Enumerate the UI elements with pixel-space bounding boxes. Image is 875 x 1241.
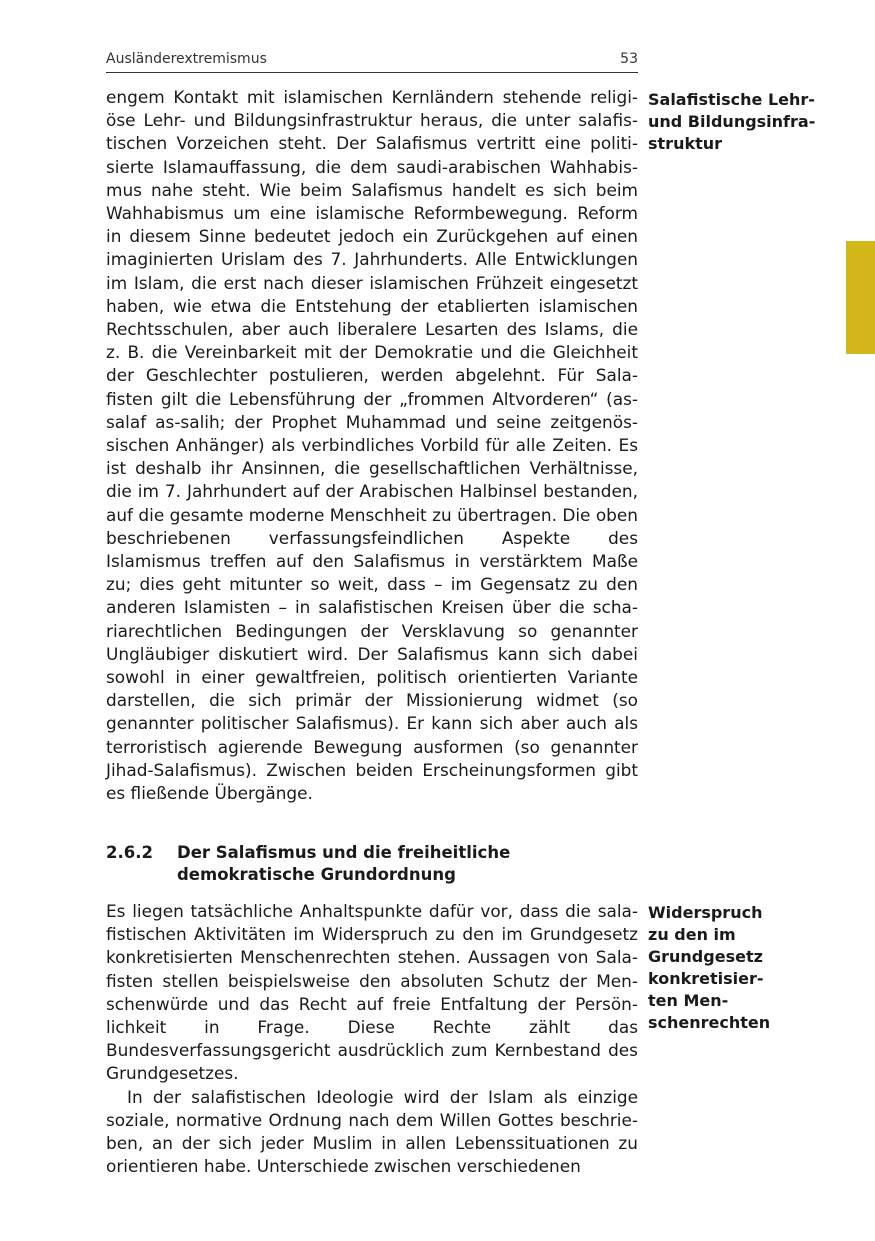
section-number: 2.6.2 <box>106 843 153 862</box>
margin-note-line: Salafistische Lehr- <box>648 90 815 109</box>
body-text-block-1 <box>106 86 638 805</box>
paragraph: Es liegen tatsächliche Anhaltspunkte dafür vor, dass die salafistischen Aktivitäten im Widerspruch zu den im Grundgesetz konkretisierten Menschenrechten stehen. Aussagen von Salafisten stellen beispielsweise den absoluten Schutz der Menschenwürde und das Recht auf freie Entfaltung der Persönlichkeit in Frage. Diese Rechte zählt das Bundesverfassungsgericht ausdrücklich zum Kernbestand des Grundgesetzes. <box>106 901 638 1084</box>
chapter-thumb-tab <box>846 241 875 354</box>
margin-note-line: Widerspruch <box>648 903 763 922</box>
body-text-block-2 <box>106 900 638 1178</box>
paragraph: In der salafistischen Ideologie wird der Islam als einzige soziale, normative Ordnung nach dem Willen Gottes beschrieben, an der sich jeder Muslim in allen Lebenssituationen zu orientieren habe. Unterschiede zwischen verschiedenen <box>106 1086 638 1177</box>
margin-note-human-rights <box>648 902 838 1034</box>
section-heading <box>106 842 638 886</box>
margin-note-line: Grundgesetz <box>648 947 763 966</box>
margin-note-line: struktur <box>648 134 723 153</box>
page-number: 53 <box>620 51 638 67</box>
margin-note-line: zu den im <box>648 925 736 944</box>
running-header <box>106 50 638 73</box>
section-title: Der Salafismus und die freiheitliche demokratische Grundordnung <box>177 843 511 884</box>
running-title: Ausländerextremismus <box>106 51 267 67</box>
margin-note-line: ten Men- <box>648 991 729 1010</box>
margin-note-line: schenrechten <box>648 1013 771 1032</box>
margin-note-line: und Bildungsinfra- <box>648 112 816 131</box>
margin-note-salafist-infrastructure <box>648 89 838 155</box>
paragraph: engem Kontakt mit islamischen Kernländern stehende religiöse Lehr- und Bildungsinfrastruktur heraus, die unter salafistischen Vorzeichen steht. Der Salafismus vertritt eine politisierte Islamauffassung, die dem saudi-arabischen Wahhabismus nahe steht. Wie beim Salafismus handelt es sich beim Wahhabismus um eine islamische Reformbewegung. Reform in diesem Sinne bedeutet jedoch ein Zurückgehen auf einen imaginierten Urislam des 7. Jahrhunderts. Alle Entwicklungen im Islam, die erst nach dieser islamischen Frühzeit eingesetzt haben, wie etwa die Entstehung der etablierten islamischen Rechtsschulen, aber auch liberalere Lesarten des Islams, die z. B. die Vereinbarkeit mit der Demokratie und die Gleichheit der Geschlechter postulieren, werden abgelehnt. Für Salafisten gilt die Lebensführung der „frommen Altvorderen“ (as-salaf as-salih; der Prophet Muhammad und seine zeitgenössischen Anhänger) als verbindliches Vorbild für alle Zeiten. Es ist deshalb ihr Ansinnen, die gesellschaftlichen Verhältnisse, die im 7. Jahrhundert auf der Arabischen Halbinsel bestanden, auf die gesamte moderne Menschheit zu übertragen. Die oben beschriebenen verfassungsfeindlichen Aspekte des Islamismus treffen auf den Salafismus in verstärktem Maße zu; dies geht mitunter so weit, dass – im Gegensatz zu den anderen Islamisten – in salafistischen Kreisen über die schariarechtlichen Bedingungen der Versklavung so genannter Ungläubiger diskutiert wird. Der Salafismus kann sich dabei sowohl in einer gewaltfreien, politisch orientierten Variante darstellen, die sich primär der Missionierung widmet (so genannter politischer Salafismus). Er kann sich aber auch als terroristisch agierende Bewegung ausformen (so genannter Jihad-Salafismus). Zwischen beiden Erscheinungsformen gibt es fließende Übergänge. <box>106 87 638 804</box>
margin-note-line: konkretisier- <box>648 969 764 988</box>
